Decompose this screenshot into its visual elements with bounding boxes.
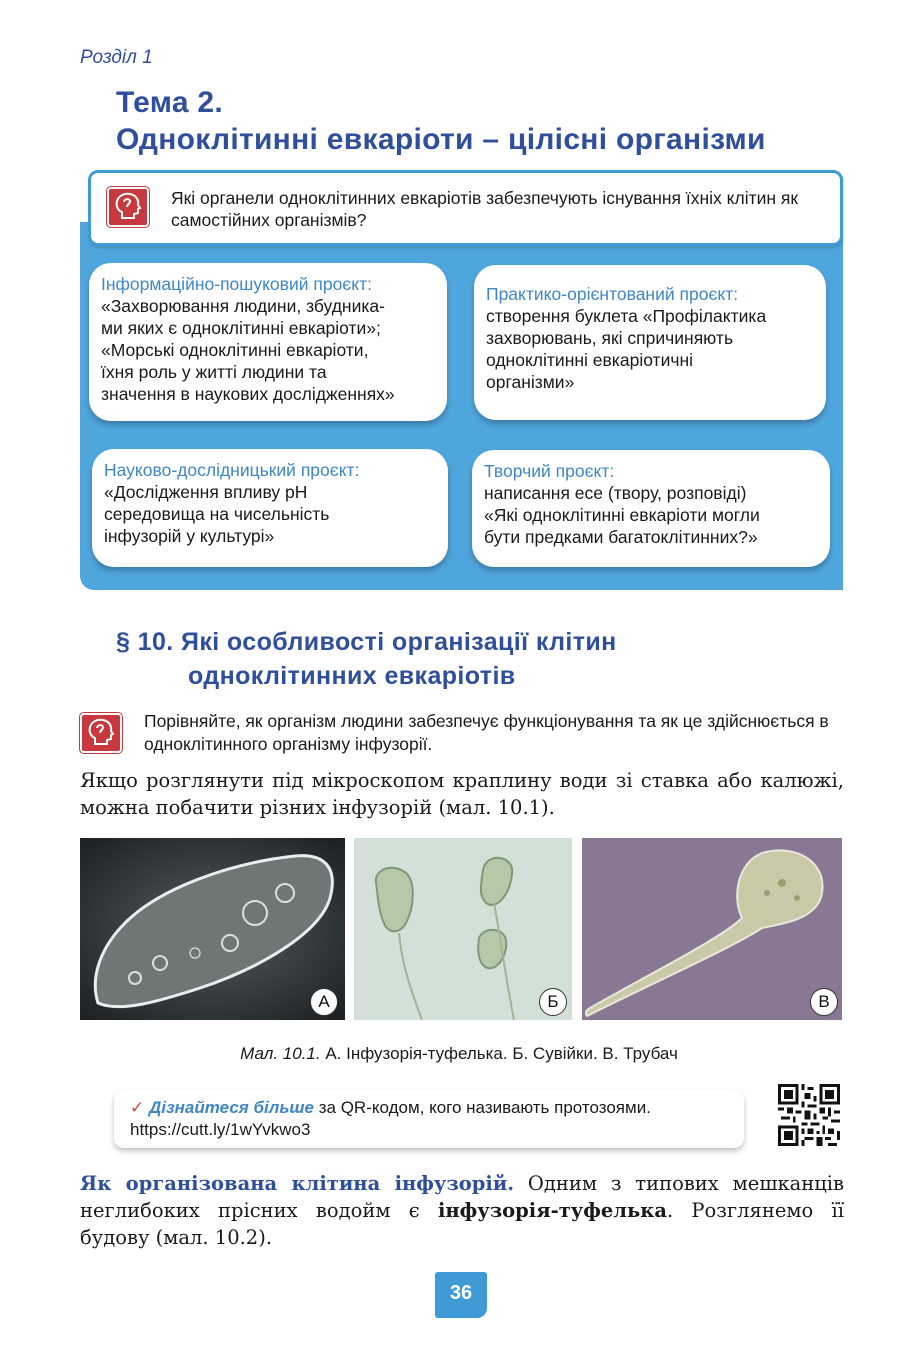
- cell-paragraph-part2: . Розглянемо її будову (мал. 10.2).: [80, 1199, 844, 1249]
- cell-paragraph-lead: Як організована клітина інфузорій.: [80, 1172, 515, 1195]
- paragraph-title-line1: § 10. Які особливості організації клітин: [116, 628, 617, 656]
- figure-badge-a: А: [310, 988, 338, 1016]
- stentor-photo: [582, 838, 842, 1020]
- project-card-info-search: [89, 263, 447, 421]
- cell-paragraph-term: інфузорія-туфелька: [437, 1199, 667, 1222]
- cell-structure-paragraph: [80, 1170, 844, 1251]
- vorticella-photo: [354, 838, 572, 1020]
- figure-badge-c: В: [810, 988, 838, 1016]
- topic-number: Тема 2.: [116, 86, 224, 119]
- check-icon: ✓: [130, 1098, 145, 1117]
- page-number: 36: [435, 1272, 487, 1318]
- project-body: «Захворювання людини, збудника- ми яких є одноклітинні евкаріоти»; «Морські одноклітинні евкаріоти, їхня роль у житті людини та значення в наукових дослідженнях»: [101, 296, 395, 404]
- project-heading: Науково-дослідницький проєкт:: [104, 460, 360, 480]
- compare-task-text: Порівняйте, як організм людини забезпечує функціонування та як це здійснюється в одноклітинного організму інфузорії.: [144, 711, 829, 754]
- learn-more-link[interactable]: https://cutt.ly/1wYvkwo3: [130, 1120, 311, 1139]
- thinking-head-icon: [80, 713, 122, 753]
- thinking-head-icon: [107, 187, 149, 227]
- cell-paragraph-part1: Одним з типових мешканців неглибоких прісних водойм є: [80, 1172, 845, 1222]
- learn-more-lead: Дізнайтеся більше: [148, 1098, 314, 1117]
- paragraph-title-line2: одноклітинних евкаріотів: [188, 662, 516, 690]
- project-card-practical: [474, 265, 826, 420]
- paragraph-title: [116, 625, 617, 693]
- project-body: написання есе (твору, розповіді) «Які одноклітинні евкаріоти могли бути предками багатоклітинних?»: [484, 483, 760, 547]
- project-heading: Творчий проєкт:: [484, 461, 615, 481]
- project-heading: Інформаційно-пошуковий проєкт:: [101, 274, 372, 294]
- learn-more-text: за QR-кодом, кого називають протозоями.: [314, 1098, 651, 1117]
- figure-caption-ref: Мал. 10.1.: [240, 1044, 321, 1063]
- project-heading: Практико-орієнтований проєкт:: [486, 284, 739, 304]
- intro-paragraph: Якщо розглянути під мікроскопом краплину води зі ставка або калюжі, можна побачити різних інфузорій (мал. 10.1).: [80, 769, 844, 819]
- question-text: Які органели одноклітинних евкаріотів забезпечують існування їхніх клітин як самостійних організмів?: [171, 188, 799, 230]
- project-card-creative: [472, 450, 830, 567]
- qr-code-icon[interactable]: [778, 1084, 840, 1146]
- topic-name: Одноклітинні евкаріоти – цілісні організми: [116, 123, 766, 156]
- section-label: Розділ 1: [80, 47, 153, 68]
- learn-more-box: [114, 1090, 744, 1148]
- topic-title: [116, 84, 766, 158]
- paramecium-photo: [80, 838, 345, 1020]
- figure-caption-text: А. Інфузорія-туфелька. Б. Сувійки. В. Трубач: [320, 1044, 678, 1063]
- figure-badge-b: Б: [539, 988, 567, 1016]
- project-body: створення буклета «Профілактика захворювань, які спричиняють одноклітинні евкаріотичні організми»: [486, 306, 767, 392]
- project-body: «Дослідження впливу рН середовища на чисельність інфузорій у культурі»: [104, 482, 330, 546]
- project-card-research: [92, 449, 448, 567]
- figure-caption: [0, 1044, 918, 1064]
- question-box: [88, 170, 843, 246]
